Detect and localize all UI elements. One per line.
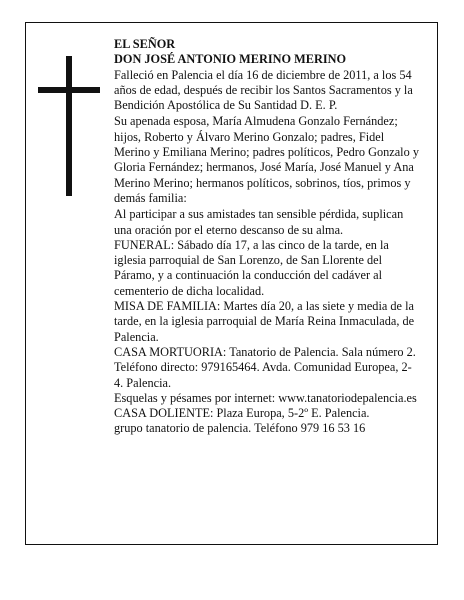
latin-cross-icon <box>38 56 100 196</box>
mortuary-paragraph: CASA MORTUORIA: Tanatorio de Palencia. Sala número 2. Teléfono directo: 979165464. Avda. Comunidad Europea, 2-4. Palencia. <box>114 344 416 390</box>
title-line-1: EL SEÑOR <box>114 37 176 51</box>
cross-horizontal-bar <box>38 87 100 93</box>
request-paragraph: Al participar a sus amistades tan sensible pérdida, suplican una oración por el eterno descanso de su alma. <box>114 207 404 237</box>
internet-paragraph: Esquelas y pésames por internet: www.tanatoriodepalencia.es <box>114 390 417 405</box>
footer-line: grupo tanatorio de palencia. Teléfono 979 16 53 16 <box>114 421 366 436</box>
family-paragraph: Su apenada esposa, María Almudena Gonzalo Fernández; hijos, Roberto y Álvaro Merino Gonzalo; padres, Fidel Merino y Emiliana Merino; padres políticos, Pedro Gonzalo y Gloria Fernández; hermanos, José María, José Manuel y Ana Merino Merino; hermanos políticos, sobrinos, tíos, primos y demás familia: <box>114 114 419 205</box>
deceased-name: DON JOSÉ ANTONIO MERINO MERINO <box>114 52 347 67</box>
funeral-paragraph: FUNERAL: Sábado día 17, a las cinco de la tarde, en la iglesia parroquial de San Lorenzo, de San Llorente del Páramo, y a continuación la conducción del cadáver al cementerio de dicha localidad. <box>114 237 389 298</box>
mass-paragraph: MISA DE FAMILIA: Martes día 20, a las siete y media de la tarde, en la iglesia parroquial de María Reina Inmaculada, de Palencia. <box>114 299 415 344</box>
obituary-text <box>114 37 420 437</box>
mourning-home-paragraph: CASA DOLIENTE: Plaza Europa, 5-2º E. Palencia. <box>114 406 370 421</box>
cross-vertical-bar <box>66 56 72 196</box>
death-paragraph: Falleció en Palencia el día 16 de diciembre de 2011, a los 54 años de edad, después de recibir los Santos Sacramentos y la Bendición Apostólica de Su Santidad D. E. P. <box>114 67 413 113</box>
